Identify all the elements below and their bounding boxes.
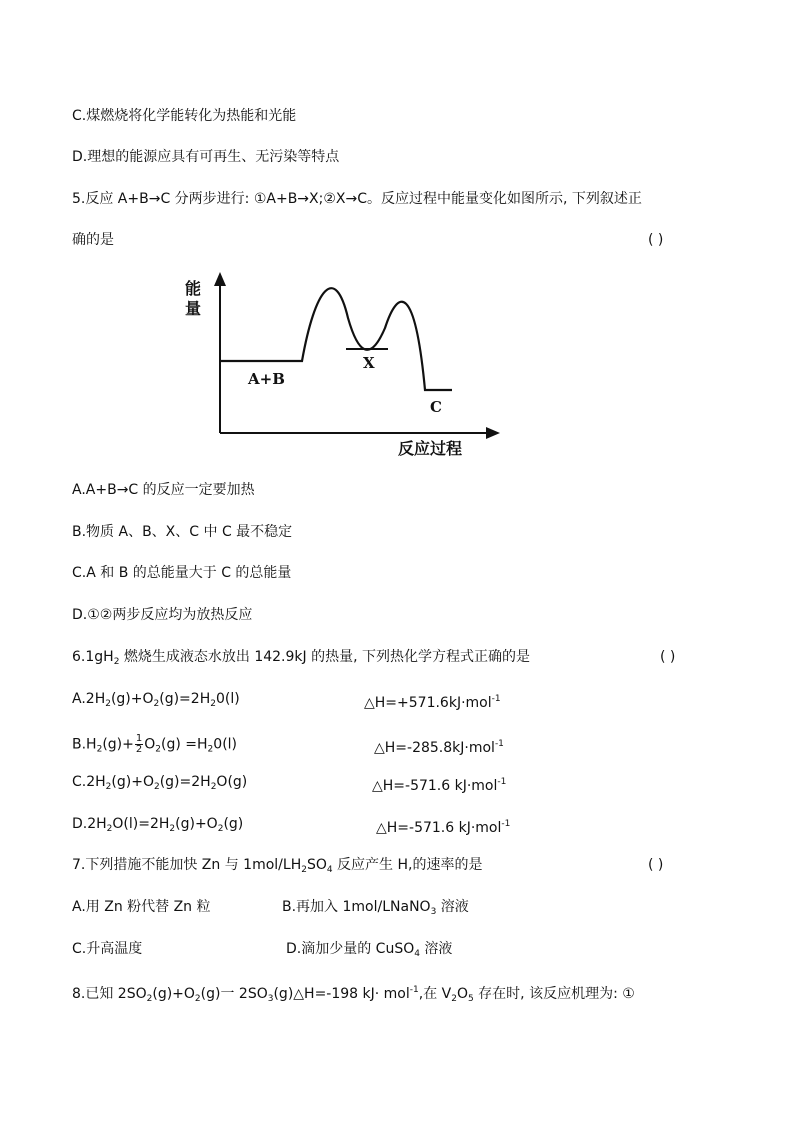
q6-option-c-dh: △H=-571.6 kJ·mol$^{-1}$ — [372, 777, 507, 794]
answer-blank-q5: ( ) — [648, 232, 664, 248]
q6-option-b: $B.H_2(g)+$ $\frac{1}{2}$ $O_2(g) =H_20(l)$ — [72, 733, 238, 755]
q6-option-a-dh: △H=+571.6kJ·mol$^{-1}$ — [364, 694, 501, 711]
q7-option-a: A.用 Zn 粉代替 Zn 粒 — [72, 899, 211, 915]
option-c-text: C.煤燃烧将化学能转化为热能和光能 — [72, 108, 297, 124]
q6-option-b-dh: △H=-285.8kJ·mol$^{-1}$ — [374, 739, 504, 756]
q5-option-d: D.①②两步反应均为放热反应 — [72, 607, 253, 623]
label-x: X — [363, 354, 375, 372]
q7-option-b: B.再加入 1mol/LNaNO$_3$ 溶液 — [282, 899, 469, 917]
label-ab: A+B — [248, 370, 285, 388]
question-7-stem: 7.下列措施不能加快 Zn 与 $1mol/LH_2SO_4$ 反应产生 H,的速率的是 — [72, 857, 483, 875]
y-label-char-2: 量 — [185, 299, 202, 318]
q5-option-c: C.A 和 B 的总能量大于 C 的总能量 — [72, 565, 292, 581]
question-6-stem: $6.1gH_2$ 燃烧生成液态水放出 142.9kJ 的热量, 下列热化学方程式正确的是 — [72, 649, 530, 667]
q5-option-b: B.物质 A、B、X、C 中 C 最不稳定 — [72, 524, 293, 540]
question-5-stem: 5.反应 A+B→C 分两步进行: ①A+B→X;②X→C。反应过程中能量变化如图所示, 下列叙述正 — [72, 191, 642, 207]
q6-option-c: $C.2H_2(g)+O_2(g)=2H_2O(g)$ — [72, 774, 248, 792]
x-label: 反应过程 — [398, 439, 463, 458]
answer-blank-q7: ( ) — [648, 857, 664, 873]
q6-option-d-dh: △H=-571.6 kJ·mol$^{-1}$ — [376, 819, 511, 836]
label-c: C — [430, 398, 442, 416]
q7-option-d: D.滴加少量的 CuSO$_4$ 溶液 — [286, 941, 453, 959]
fraction-one-half: $\frac{1}{2}$ — [135, 733, 143, 755]
y-label-char-1: 能 — [185, 279, 202, 298]
y-axis-arrow — [214, 272, 226, 286]
energy-diagram — [180, 268, 510, 468]
x-axis-arrow — [486, 427, 500, 439]
answer-blank-q6: ( ) — [660, 649, 676, 665]
q5-option-a: A.A+B→C 的反应一定要加热 — [72, 482, 255, 498]
question-8-stem: 8.已知 $2SO_2(g)+O_2(g)$一 $2SO_3(g)\triangle H=-198$ kJ· mol$^{-1}$,在 $V_2O_5$ 存在时, 该反应机理为: ① — [72, 985, 635, 1004]
q6-option-d: $D.2H_2O(l)=2H_2(g)+O_2(g)$ — [72, 816, 244, 834]
question-5-stem-cont: 确的是 — [72, 232, 114, 248]
q6-option-a: $A.2H_2(g)+O_2(g)=2H_20(l)$ — [72, 691, 240, 709]
q7-option-c: C.升高温度 — [72, 941, 143, 957]
option-d-text: D.理想的能源应具有可再生、无污染等特点 — [72, 149, 340, 165]
